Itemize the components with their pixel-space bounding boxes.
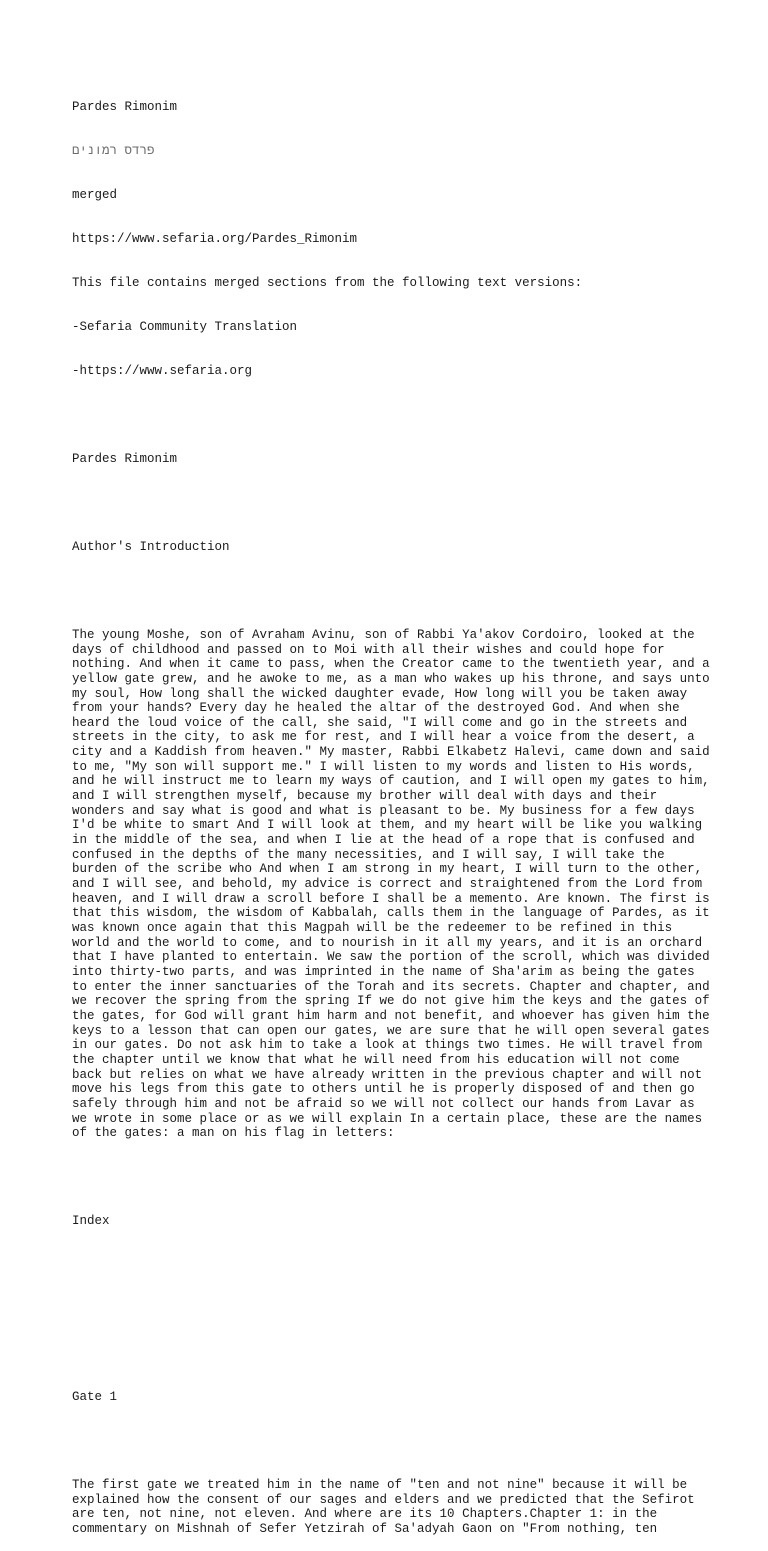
spacer	[72, 584, 712, 599]
merge-note: This file contains merged sections from the following text versions:	[72, 276, 583, 291]
index-heading: Index	[72, 1214, 110, 1229]
spacer	[72, 1434, 712, 1449]
spacer	[72, 1346, 712, 1361]
document-title: Pardes Rimonim	[72, 100, 178, 115]
version-label: merged	[72, 188, 118, 203]
gate-paragraph: The first gate we treated him in the name of "ten and not nine" because it will be explained how the consent of our sages and elders and we predicted that the Sefirot are ten, not nine, not eleven. And where are its 10 Chapters.Chapter 1: in the commentary on Mishnah of Sefer Yetzirah of Sa'adyah Gaon on "From nothing, ten	[72, 1477, 703, 1536]
gate-heading: Gate 1	[72, 1389, 118, 1404]
source-version-2: -https://www.sefaria.org	[72, 364, 253, 379]
spacer	[72, 1170, 712, 1185]
source-version-1: -Sefaria Community Translation	[72, 320, 298, 335]
intro-paragraph: The young Moshe, son of Avraham Avinu, son of Rabbi Ya'akov Cordoiro, looked at the days of childhood and passed on to Moi with all their wishes and could hope for nothing. And when it came to pass, when the Creator came to the twentieth year, and a yellow gate grew, and he awoke to me, as a man who wakes up his throne, and says unto my soul, How long shall the wicked daughter evade, How long will you be taken away from your hands? Every day he healed the altar of the destroyed God. And when she heard the loud voice of the call, she said, "I will come and go in the streets and streets in the city, to ask me for rest, and I will hear a voice from the desert, a city and a Kaddish from heaven." My master, Rabbi Elkabetz Halevi, came down and said to me, "My son will support me." I will listen to my words and listen to His words, and he will instruct me to learn my ways of caution, and I will open my gates to him, and I will strengthen myself, because my brother will deal with days and their wonders and say what is good and what is pleasant to be. My business for a few days I'd be white to smart And I will look at them, and my heart will be like you walking in the middle of the sea, and when I lie at the head of a rope that is confused and confused in the depths of the many necessities, and I will say, I will take the burden of the scribe who And when I am strong in my heart, I will turn to the other, and I will see, and behold, my advice is correct and straightened from the Lord from heaven, and I will draw a scroll before I shall be a memento. Are known. The first is that this wisdom, the wisdom of Kabbalah, calls them in the language of Pardes, as it was known once again that this Magpah will be the redeemer to be refined in this world and the world to come, and to nourish in it all my years, and it is an orchard that I have planted to entertain. We saw the portion of the scroll, which was divided into thirty-two parts, and was imprinted in the name of Sha'arim as being the gates to enter the inner sanctuaries of the Torah and its secrets. Chapter and chapter, and we recover the spring from the spring If we do not give him the keys and the gates of the gates, for God will grant him harm and not benefit, and whoever has given him the keys to a lesson that can open our gates, we are sure that he will open several gates in our gates. Do not ask him to take a look at things two times. He will travel from the chapter until we know that what he will need from his education will not come back but relies on what we have already written in the previous chapter and will not move his legs from this gate to others until he is properly disposed of and then go safely through him and not be afraid so we will not collect our hands from Lavar as we wrote in some place or as we will explain In a certain place, these are the names of the gates: a man on his flag in letters:	[72, 627, 718, 1141]
spacer	[72, 408, 712, 423]
spacer	[72, 496, 712, 511]
spacer	[72, 1258, 712, 1273]
source-url: https://www.sefaria.org/Pardes_Rimonim	[72, 232, 358, 247]
document-page	[72, 71, 718, 1551]
spacer	[72, 1302, 712, 1317]
hebrew-title: פרדס רמונים	[72, 144, 155, 159]
body-title: Pardes Rimonim	[72, 452, 178, 467]
section-heading: Author's Introduction	[72, 539, 230, 554]
